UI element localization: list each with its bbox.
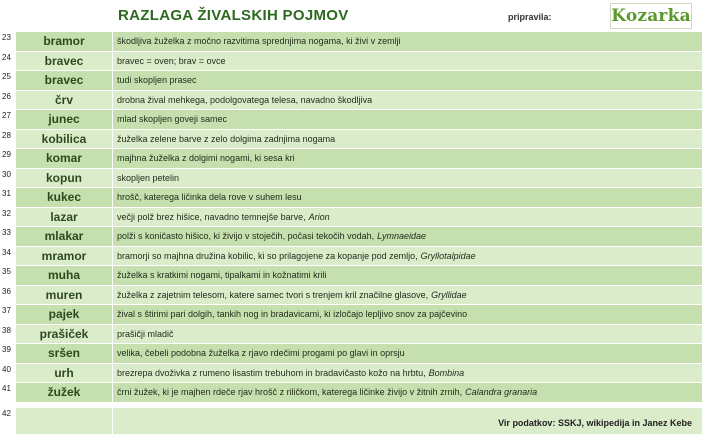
- definition-cell[interactable]: [113, 91, 702, 110]
- definition-cell[interactable]: [113, 286, 702, 305]
- definition-cell[interactable]: [113, 52, 702, 71]
- latin-name: Lymnaeidae: [377, 231, 426, 242]
- table-row[interactable]: [0, 110, 702, 130]
- term-cell[interactable]: kobilica: [16, 130, 113, 149]
- table-row[interactable]: [0, 364, 702, 384]
- row-number: 23: [0, 32, 16, 51]
- latin-name: Bombina: [428, 367, 465, 378]
- definition-text: bravec = oven; brav = ovce: [117, 55, 226, 66]
- definition-cell[interactable]: [113, 247, 702, 266]
- table-row[interactable]: [0, 169, 702, 189]
- definition-cell[interactable]: [113, 188, 702, 207]
- table-row[interactable]: [0, 149, 702, 169]
- term-cell[interactable]: bravec: [16, 52, 113, 71]
- definition-cell[interactable]: [113, 169, 702, 188]
- term-cell[interactable]: črv: [16, 91, 113, 110]
- term-cell[interactable]: muha: [16, 266, 113, 285]
- definition-text: bramorji so majhna družina kobilic, ki so prilagojene za kopanje pod zemljo,: [117, 250, 418, 261]
- row-number: 31: [0, 188, 16, 207]
- definition-text: velika, čebeli podobna žuželka z rjavo rdečimi progami po glavi in oprsju: [117, 348, 405, 359]
- footer-row: [0, 408, 702, 434]
- definition-text: skopljen petelin: [117, 172, 180, 183]
- definition-cell[interactable]: [113, 71, 702, 90]
- row-number: 24: [0, 52, 16, 71]
- definition-text: žival s štirimi pari dolgih, tankih nog in bradavicami, ki izločajo lepljivo snov za pajčevino: [117, 309, 468, 320]
- table-row[interactable]: [0, 52, 702, 72]
- term-cell[interactable]: bravec: [16, 71, 113, 90]
- definition-text: tudi skopljen prasec: [117, 75, 197, 86]
- definition-cell[interactable]: [113, 227, 702, 246]
- definition-cell[interactable]: [113, 325, 702, 344]
- latin-name: Gryllidae: [431, 289, 467, 300]
- term-cell[interactable]: kukec: [16, 188, 113, 207]
- term-cell[interactable]: kopun: [16, 169, 113, 188]
- definition-cell[interactable]: [113, 383, 702, 402]
- definition-text: mlad skopljen goveji samec: [117, 114, 228, 125]
- table-row[interactable]: [0, 188, 702, 208]
- row-number: 40: [0, 364, 16, 383]
- term-cell[interactable]: žužek: [16, 383, 113, 402]
- term-cell[interactable]: mlakar: [16, 227, 113, 246]
- row-number: 41: [0, 383, 16, 402]
- row-number-blank: [0, 0, 16, 32]
- row-number: 29: [0, 149, 16, 168]
- definition-cell[interactable]: [113, 344, 702, 363]
- definition-cell[interactable]: [113, 149, 702, 168]
- row-number: 37: [0, 305, 16, 324]
- logo-text: Kozarka: [611, 6, 691, 26]
- row-number: 42: [0, 408, 16, 434]
- table-row[interactable]: [0, 130, 702, 150]
- definition-text: črni žužek, ki je majhen rdeče rjav hrošč z riličkom, katerega ličinke živijo v žitnih zrnih,: [117, 387, 463, 398]
- definition-cell[interactable]: [113, 266, 702, 285]
- definition-text: prašičji mladič: [117, 328, 174, 339]
- term-cell[interactable]: prašiček: [16, 325, 113, 344]
- row-number: 30: [0, 169, 16, 188]
- row-number: 27: [0, 110, 16, 129]
- kozarka-logo: [610, 3, 692, 29]
- table-row[interactable]: [0, 325, 702, 345]
- definition-cell[interactable]: [113, 32, 702, 51]
- prepared-by-label: pripravila:: [508, 12, 552, 22]
- definition-cell[interactable]: [113, 364, 702, 383]
- row-number: 26: [0, 91, 16, 110]
- term-cell[interactable]: sršen: [16, 344, 113, 363]
- table-row[interactable]: [0, 227, 702, 247]
- row-number: 32: [0, 208, 16, 227]
- table-row[interactable]: [0, 383, 702, 403]
- table-row[interactable]: [0, 286, 702, 306]
- table-row[interactable]: [0, 91, 702, 111]
- definition-text: žuželka s kratkimi nogami, tipalkami in kožnatimi krili: [117, 270, 327, 281]
- row-number: 28: [0, 130, 16, 149]
- table-row[interactable]: [0, 344, 702, 364]
- row-number: 34: [0, 247, 16, 266]
- definition-cell[interactable]: [113, 110, 702, 129]
- latin-name: Arion: [308, 211, 330, 222]
- definition-text: polži s koničasto hišico, ki živijo v stoječih, počasi tekočih vodah,: [117, 231, 375, 242]
- term-table: [0, 32, 702, 403]
- table-row[interactable]: [0, 266, 702, 286]
- definition-text: hrošč, katerega ličinka dela rove v suhem lesu: [117, 192, 302, 203]
- definition-text: žuželka zelene barve z zelo dolgima zadnjima nogama: [117, 133, 336, 144]
- row-number: 38: [0, 325, 16, 344]
- row-number: 39: [0, 344, 16, 363]
- table-row[interactable]: [0, 305, 702, 325]
- page-title: RAZLAGA ŽIVALSKIH POJMOV: [118, 7, 349, 24]
- definition-text: drobna žival mehkega, podolgovatega telesa, navadno škodljiva: [117, 94, 373, 105]
- row-number: 25: [0, 71, 16, 90]
- term-cell[interactable]: urh: [16, 364, 113, 383]
- table-row[interactable]: [0, 71, 702, 91]
- definition-text: večji polž brez hišice, navadno temnejše barve,: [117, 211, 306, 222]
- header: [0, 0, 702, 32]
- definition-cell[interactable]: [113, 305, 702, 324]
- definition-cell[interactable]: [113, 208, 702, 227]
- source-note: Vir podatkov: SSKJ, wikipedija in Janez Kebe: [113, 408, 702, 434]
- table-row[interactable]: [0, 247, 702, 267]
- definition-text: majhna žuželka z dolgimi nogami, ki sesa kri: [117, 153, 295, 164]
- term-cell[interactable]: junec: [16, 110, 113, 129]
- term-cell[interactable]: komar: [16, 149, 113, 168]
- row-number: 35: [0, 266, 16, 285]
- term-cell[interactable]: pajek: [16, 305, 113, 324]
- term-cell[interactable]: mramor: [16, 247, 113, 266]
- table-row[interactable]: [0, 32, 702, 52]
- term-cell[interactable]: bramor: [16, 32, 113, 51]
- definition-text: škodljiva žuželka z močno razvitima sprednjima nogama, ki živi v zemlji: [117, 36, 401, 47]
- definition-text: brezrepa dvoživka z rumeno lisastim trebuhom in bradavičasto kožo na hrbtu,: [117, 367, 426, 378]
- table-row[interactable]: [0, 208, 702, 228]
- term-cell[interactable]: muren: [16, 286, 113, 305]
- latin-name: Calandra granaria: [465, 387, 538, 398]
- term-cell[interactable]: lazar: [16, 208, 113, 227]
- row-number: 36: [0, 286, 16, 305]
- latin-name: Gryllotalpidae: [420, 250, 476, 261]
- footer-empty-cell: [16, 408, 113, 434]
- definition-text: žuželka z zajetnim telesom, katere samec tvori s trenjem kril značilne glasove,: [117, 289, 429, 300]
- definition-cell[interactable]: [113, 130, 702, 149]
- row-number: 33: [0, 227, 16, 246]
